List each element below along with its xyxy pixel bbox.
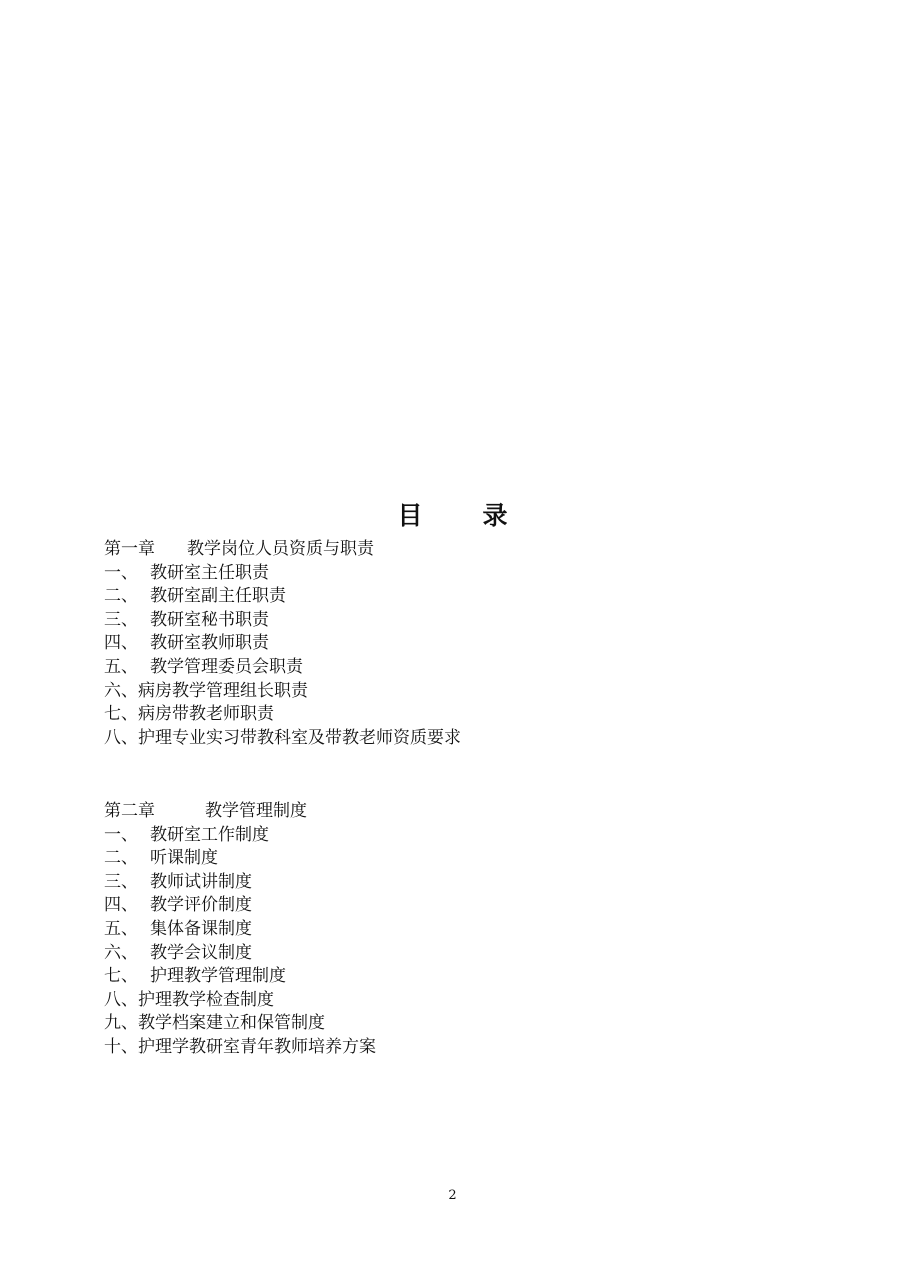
toc-entry[interactable] <box>104 680 804 704</box>
entry-text: 教学会议制度 <box>150 942 252 963</box>
toc-entry[interactable] <box>104 703 804 727</box>
toc-entry[interactable] <box>104 727 804 751</box>
entry-number: 九、 <box>104 1013 138 1034</box>
entry-text: 教师试讲制度 <box>150 871 252 892</box>
toc-title <box>0 498 905 534</box>
entry-number: 四、 <box>104 633 138 654</box>
toc-entry[interactable] <box>104 1036 804 1060</box>
entry-text: 教学档案建立和保管制度 <box>138 1013 325 1034</box>
entry-text: 教研室副主任职责 <box>150 586 286 607</box>
entry-number: 三、 <box>104 609 138 630</box>
entry-text: 教学管理委员会职责 <box>150 656 303 677</box>
entry-number: 十、 <box>104 1036 138 1057</box>
entry-number: 七、 <box>104 966 138 987</box>
toc-entry[interactable] <box>104 1012 804 1036</box>
entry-text: 教学评价制度 <box>150 895 252 916</box>
entry-number: 五、 <box>104 918 138 939</box>
toc-entry[interactable] <box>104 965 804 989</box>
entry-number: 六、 <box>104 942 138 963</box>
toc-entry[interactable] <box>104 824 804 848</box>
toc-title-char-1: 目 <box>397 501 423 530</box>
toc-entry[interactable] <box>104 562 804 586</box>
toc-entry[interactable] <box>104 656 804 680</box>
chapter-title: 教学管理制度 <box>205 801 307 821</box>
toc-entry[interactable] <box>104 585 804 609</box>
chapter-1-section <box>104 538 804 750</box>
toc-entry[interactable] <box>104 609 804 633</box>
page-number: 2 <box>448 1188 457 1203</box>
toc-entry[interactable] <box>104 894 804 918</box>
entry-number: 二、 <box>104 848 138 869</box>
chapter-1-heading[interactable] <box>104 538 804 562</box>
toc-entry[interactable] <box>104 989 804 1013</box>
entry-text: 护理教学检查制度 <box>138 989 274 1010</box>
entry-number: 八、 <box>104 727 138 748</box>
chapter-2-section <box>104 800 804 1060</box>
chapter-label: 第一章 <box>104 539 155 559</box>
chapter-2-heading[interactable] <box>104 800 804 824</box>
chapter-label: 第二章 <box>104 801 155 821</box>
entry-number: 八、 <box>104 989 138 1010</box>
entry-text: 护理专业实习带教科室及带教老师资质要求 <box>138 727 461 748</box>
toc-title-char-2: 录 <box>482 501 508 530</box>
toc-entry[interactable] <box>104 847 804 871</box>
entry-text: 病房带教老师职责 <box>138 704 274 725</box>
chapter-title: 教学岗位人员资质与职责 <box>187 539 374 559</box>
entry-text: 听课制度 <box>150 848 218 869</box>
toc-entry[interactable] <box>104 918 804 942</box>
entry-text: 护理学教研室青年教师培养方案 <box>138 1036 376 1057</box>
entry-text: 护理教学管理制度 <box>150 966 286 987</box>
entry-text: 教研室教师职责 <box>150 633 269 654</box>
entry-number: 一、 <box>104 824 138 845</box>
toc-entry[interactable] <box>104 942 804 966</box>
entry-number: 二、 <box>104 586 138 607</box>
toc-entry[interactable] <box>104 632 804 656</box>
entry-text: 教研室工作制度 <box>150 824 269 845</box>
entry-number: 五、 <box>104 656 138 677</box>
entry-text: 教研室秘书职责 <box>150 609 269 630</box>
toc-entry[interactable] <box>104 871 804 895</box>
entry-number: 七、 <box>104 704 138 725</box>
entry-text: 病房教学管理组长职责 <box>138 680 308 701</box>
entry-number: 四、 <box>104 895 138 916</box>
entry-number: 六、 <box>104 680 138 701</box>
entry-number: 三、 <box>104 871 138 892</box>
entry-number: 一、 <box>104 562 138 583</box>
entry-text: 教研室主任职责 <box>150 562 269 583</box>
entry-text: 集体备课制度 <box>150 918 252 939</box>
